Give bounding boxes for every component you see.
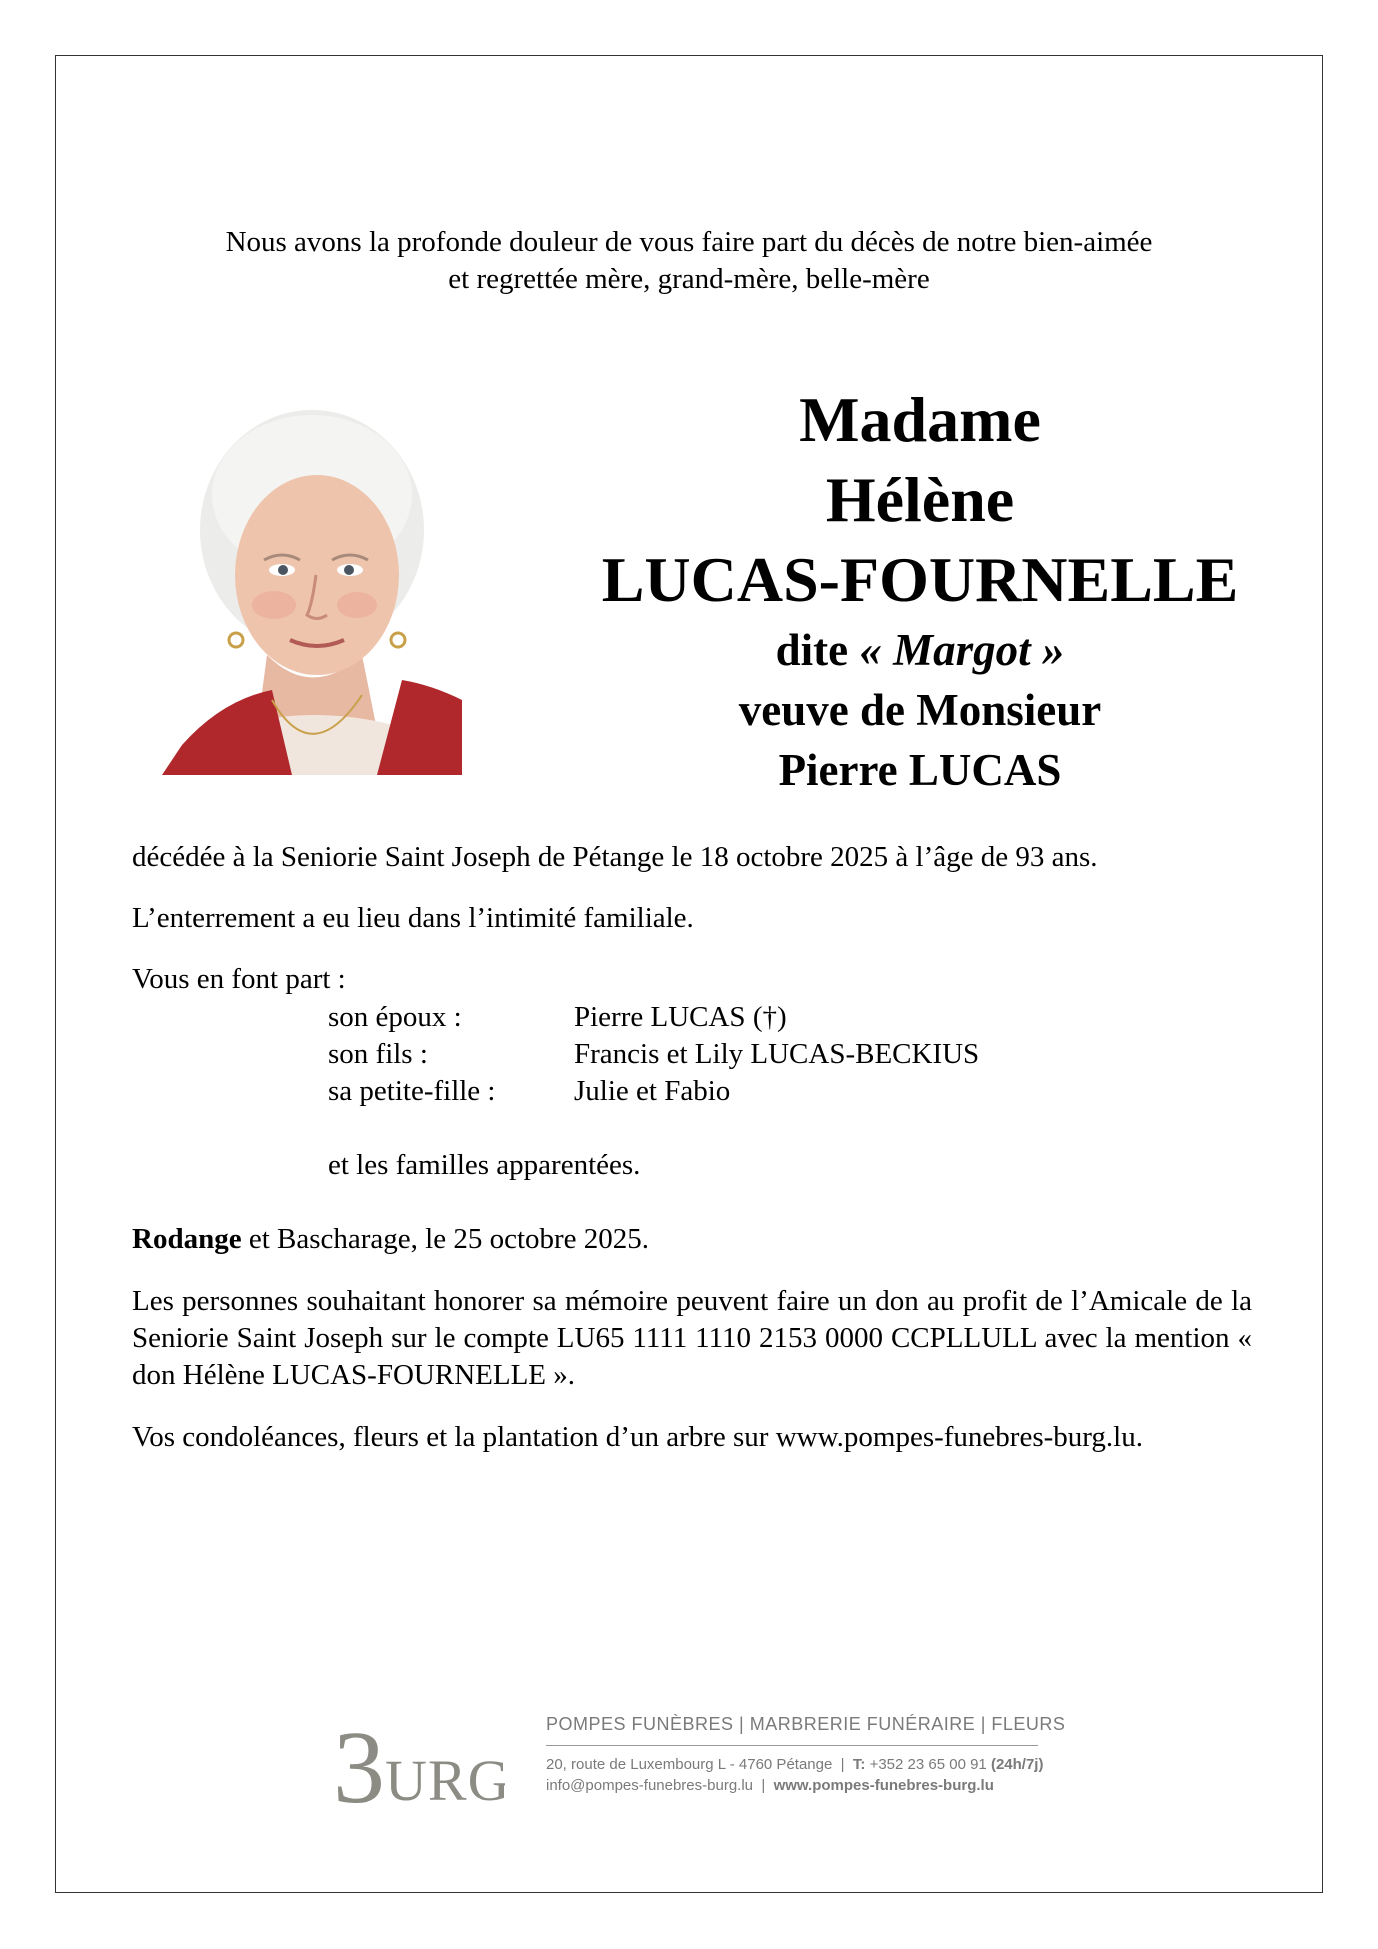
death-statement: décédée à la Seniorie Saint Joseph de Pétange le 18 octobre 2025 à l’âge de 93 ans. (132, 841, 1098, 873)
footer-email[interactable]: info@pompes-funebres-burg.lu (546, 1777, 754, 1794)
portrait-photo (162, 400, 462, 775)
footer-phone: +352 23 65 00 91 (869, 1756, 987, 1773)
footer-contact (546, 1712, 1066, 1796)
place-bold: Rodange (132, 1223, 242, 1255)
footer-web-line (546, 1775, 1046, 1796)
relative-name: Julie et Fabio (574, 1075, 731, 1107)
footer-separator: | (836, 1756, 849, 1773)
spouse-name: Pierre LUCAS (778, 745, 1062, 795)
deceased-nickname-line (560, 620, 1280, 680)
footer-website[interactable]: www.pompes-funebres-burg.lu (773, 1777, 994, 1794)
deceased-surname: LUCAS-FOURNELLE (601, 544, 1239, 615)
footer-address: 20, route de Luxembourg L - 4760 Pétange (546, 1756, 833, 1773)
deceased-title: Madame (799, 384, 1041, 455)
widow-line: veuve de Monsieur (738, 685, 1102, 735)
logo-letter-b: 3 (333, 1710, 385, 1810)
relative-label: son fils : (328, 1038, 428, 1070)
intro-text (55, 224, 1323, 298)
portrait-illustration (162, 400, 462, 775)
footer-phone-label: T: (852, 1756, 866, 1773)
footer-address-line (546, 1754, 1046, 1775)
deceased-name-block (560, 380, 1280, 800)
intro-line-2: et regrettée mère, grand-mère, belle-mère (448, 263, 930, 295)
burial-statement: L’enterrement a eu lieu dans l’intimité familiale. (132, 902, 694, 934)
nickname-prefix: dite (775, 625, 860, 675)
logo-letters: URG (385, 1748, 505, 1810)
place-rest: et Bascharage, le 25 octobre 2025. (241, 1223, 650, 1255)
announce-heading: Vous en font part : (132, 963, 346, 995)
families-line: et les familles apparentées. (328, 1149, 641, 1181)
burg-logo-mark (333, 1710, 505, 1810)
relative-name: Francis et Lily LUCAS-BECKIUS (574, 1038, 980, 1070)
condolences-line: Vos condoléances, fleurs et la plantation d’un arbre sur www.pompes-funebres-burg.lu. (132, 1421, 1143, 1453)
deceased-first-name: Hélène (825, 464, 1015, 535)
footer-services: POMPES FUNÈBRES | MARBRERIE FUNÉRAIRE | FLEURS (546, 1714, 1066, 1734)
footer-phone-hours: (24h/7j) (990, 1756, 1044, 1773)
donation-paragraph: Les personnes souhaitant honorer sa mémoire peuvent faire un don au profit de l’Amicale de la Seniorie Saint Joseph sur le compte LU65 1111 1110 2153 0000 CCPLLULL avec la mention « don Hélène LUCAS-FOURNELLE ». (132, 1285, 1252, 1391)
relative-label: son époux : (328, 1001, 462, 1033)
place-date (132, 1221, 1252, 1258)
relative-label: sa petite-fille : (328, 1075, 496, 1107)
intro-line-1: Nous avons la profonde douleur de vous faire part du décès de notre bien-aimée (225, 226, 1153, 258)
footer-separator: | (757, 1777, 770, 1794)
footer-divider (546, 1745, 1038, 1746)
nickname: « Margot » (859, 625, 1065, 675)
burg-logo (333, 1710, 505, 1810)
relative-name: Pierre LUCAS (†) (574, 1001, 787, 1033)
